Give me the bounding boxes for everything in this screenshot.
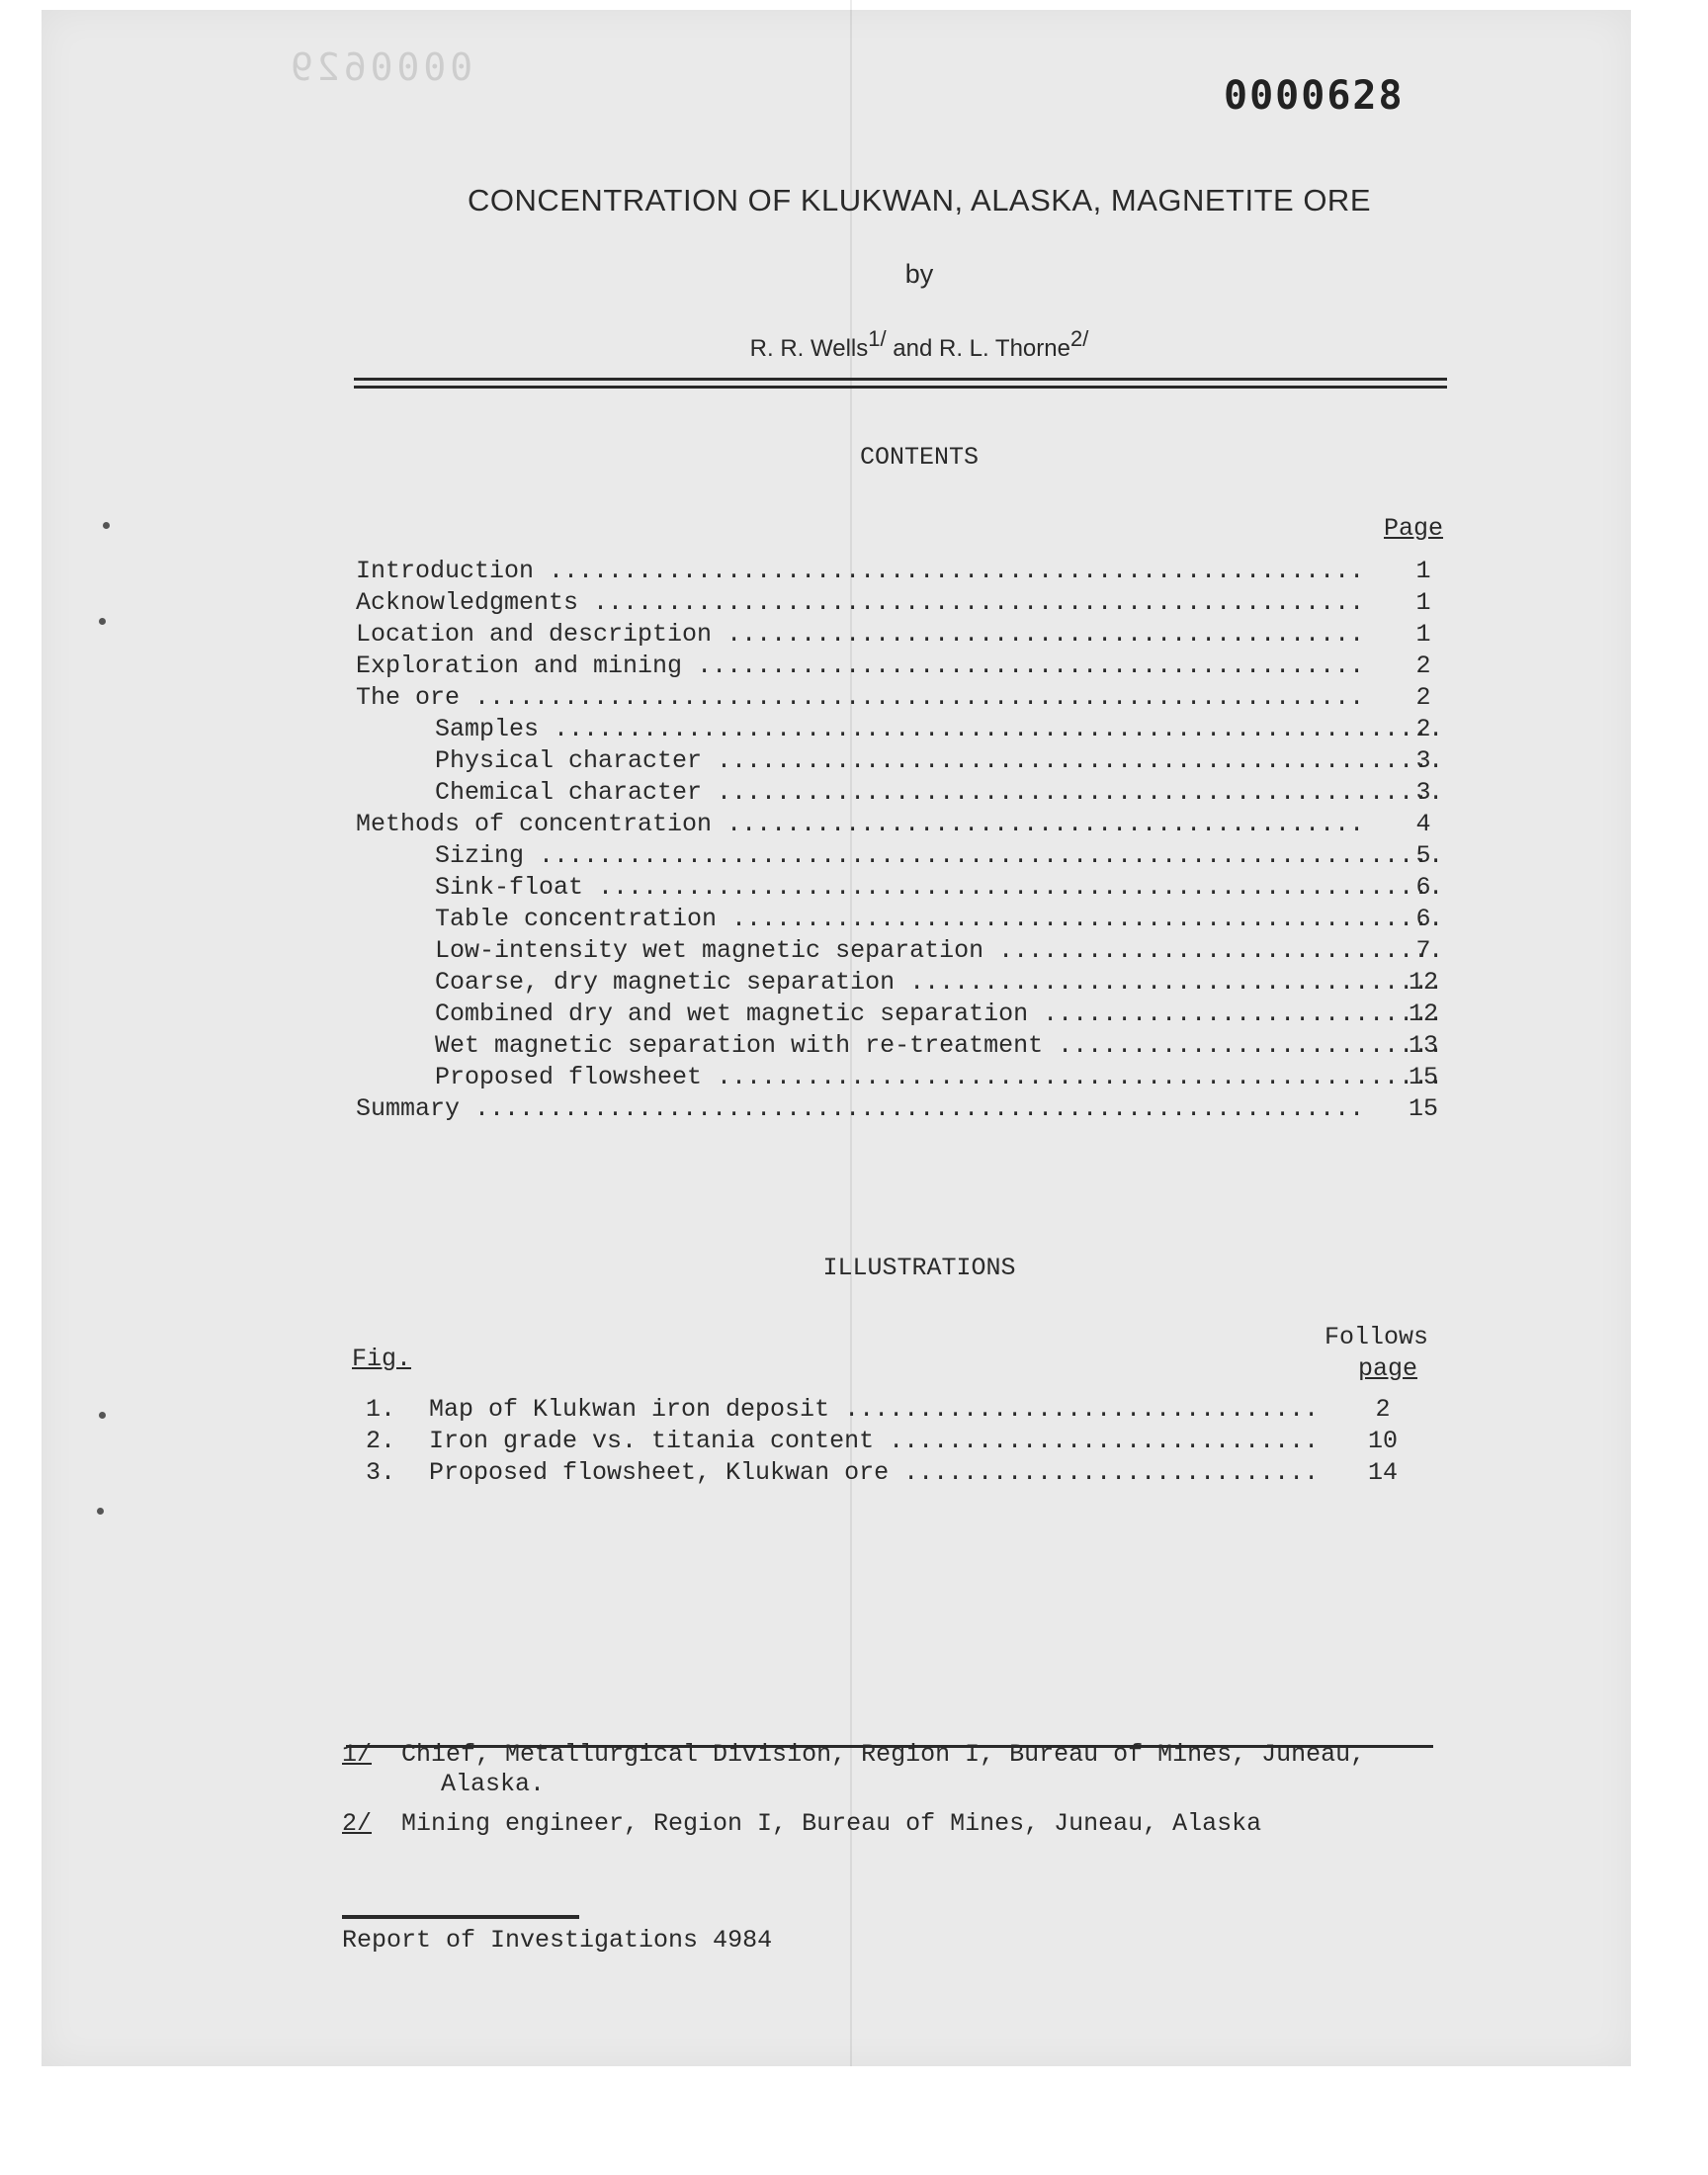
footnote-text: Chief, Metallurgical Division, Region I, Bureau of Mines, Juneau, [401,1740,1366,1769]
illustration-number: 3. [366,1458,396,1487]
title-rule-top [354,378,1447,381]
toc-entry-label: Physical character ..... [356,745,1443,777]
toc-entry-low-intensity [356,935,1453,967]
illustrations-heading: ILLUSTRATIONS [822,1254,1016,1282]
illustration-number: 2. [366,1427,396,1455]
toc-entry-label: Sizing ..... [356,840,1443,872]
toc-entry-exploration [356,651,1453,682]
contents-page-column-header: Page [1384,514,1444,543]
toc-entry-page: 12 [1408,1000,1438,1028]
toc-entry-label: Introduction ..... [356,556,1364,587]
margin-speck [99,618,106,625]
toc-entry-page: 3 [1415,746,1431,775]
toc-entry-label: Table concentration ..... [356,904,1443,935]
illustrations-list [356,1394,1443,1489]
toc-entry-introduction [356,556,1453,587]
document-title: CONCENTRATION OF KLUKWAN, ALASKA, MAGNETITE ORE [467,183,1371,218]
illustration-entry [356,1457,1443,1489]
toc-entry-combined [356,999,1453,1030]
author-1: R. R. Wells [749,335,869,362]
toc-entry-proposed-flowsheet [356,1062,1453,1093]
toc-entry-label: Proposed flowsheet ..... [356,1062,1443,1093]
footnote-marker: 1/ [342,1740,373,1769]
toc-entry-page: 7 [1415,936,1431,965]
author-1-footnote-ref: 1/ [868,326,887,351]
toc-entry-location [356,619,1453,651]
margin-speck [103,522,110,529]
toc-entry-label: Wet magnetic separation with re-treatment ..... [356,1030,1443,1062]
toc-entry-label: Summary ..... [356,1093,1364,1125]
toc-entry-label: Combined dry and wet magnetic separation ..... [356,999,1443,1030]
illustration-page: 14 [1367,1458,1398,1487]
toc-entry-methods [356,809,1453,840]
toc-entry-page: 5 [1415,841,1431,870]
footnote-2 [342,1809,1449,1839]
author-2: R. L. Thorne [939,335,1070,362]
illustration-label: Map of Klukwan iron deposit ..... [429,1394,1319,1426]
toc-entry-samples [356,714,1453,745]
follows-page-column-header: page [1358,1354,1418,1383]
toc-entry-label: Methods of concentration ..... [356,809,1364,840]
toc-entry-page: 15 [1408,1063,1438,1091]
illustration-label: Iron grade vs. titania content ..... [429,1426,1319,1457]
toc-entry-page: 1 [1415,620,1431,649]
toc-entry-coarse-dry [356,967,1453,999]
toc-entry-label: Samples ..... [356,714,1443,745]
toc-entry-page: 15 [1408,1094,1438,1123]
toc-entry-label: Chemical character ..... [356,777,1443,809]
toc-entry-page: 4 [1415,810,1431,838]
toc-entry-sizing [356,840,1453,872]
footnote-text: Mining engineer, Region I, Bureau of Mines, Juneau, Alaska [401,1809,1262,1838]
margin-speck [99,1412,106,1419]
toc-entry-page: 3 [1415,778,1431,807]
toc-entry-label: Location and description ..... [356,619,1364,651]
title-rule-bottom [354,386,1447,389]
illustration-label: Proposed flowsheet, Klukwan ore ..... [429,1457,1319,1489]
toc-entry-summary [356,1093,1453,1125]
toc-entry-page: 13 [1408,1031,1438,1060]
toc-entry-physical-character [356,745,1453,777]
toc-entry-the-ore [356,682,1453,714]
byline: by [904,259,934,289]
toc-entry-label: Sink-float ..... [356,872,1443,904]
authors-line [356,326,1483,363]
toc-entry-page: 6 [1415,905,1431,933]
toc-entry-page: 2 [1415,715,1431,743]
footnote-1 [342,1740,1449,1799]
fig-column-header: Fig. [352,1345,412,1373]
illustration-number: 1. [366,1395,396,1424]
toc-entry-label: Low-intensity wet magnetic separation ..... [356,935,1443,967]
margin-speck [97,1508,104,1515]
toc-entry-label: Exploration and mining ..... [356,651,1364,682]
illustration-entry [356,1394,1443,1426]
toc-entry-page: 12 [1408,968,1438,997]
toc-entry-page: 6 [1415,873,1431,902]
toc-entry-acknowledgments [356,587,1453,619]
toc-entry-page: 2 [1415,652,1431,680]
toc-entry-label: The ore ..... [356,682,1364,714]
toc-entry-page: 1 [1415,588,1431,617]
toc-entry-page: 1 [1415,557,1431,585]
toc-entry-chemical-character [356,777,1453,809]
toc-entry-label: Acknowledgments ..... [356,587,1364,619]
toc-entry-table-concentration [356,904,1453,935]
authors-and: and [893,335,933,362]
toc-entry-retreatment [356,1030,1453,1062]
footnote-marker: 2/ [342,1809,373,1838]
contents-heading: CONTENTS [859,443,980,472]
toc-entry-label: Coarse, dry magnetic separation ..... [356,967,1443,999]
toc-entry-page: 2 [1415,683,1431,712]
bleed-through-number: 0000629 [287,45,473,89]
document-number: 0000628 [1224,73,1405,119]
toc-entry-sink-float [356,872,1453,904]
author-2-footnote-ref: 2/ [1069,326,1089,351]
contents-list [356,556,1453,1125]
illustration-entry [356,1426,1443,1457]
illustration-page: 10 [1367,1427,1398,1455]
follows-column-header: Follows [1324,1323,1429,1351]
illustration-page: 2 [1375,1395,1391,1424]
footnote-continuation: Alaska. [441,1770,546,1798]
report-rule [342,1915,579,1919]
report-series-label: Report of Investigations 4984 [342,1926,773,1955]
